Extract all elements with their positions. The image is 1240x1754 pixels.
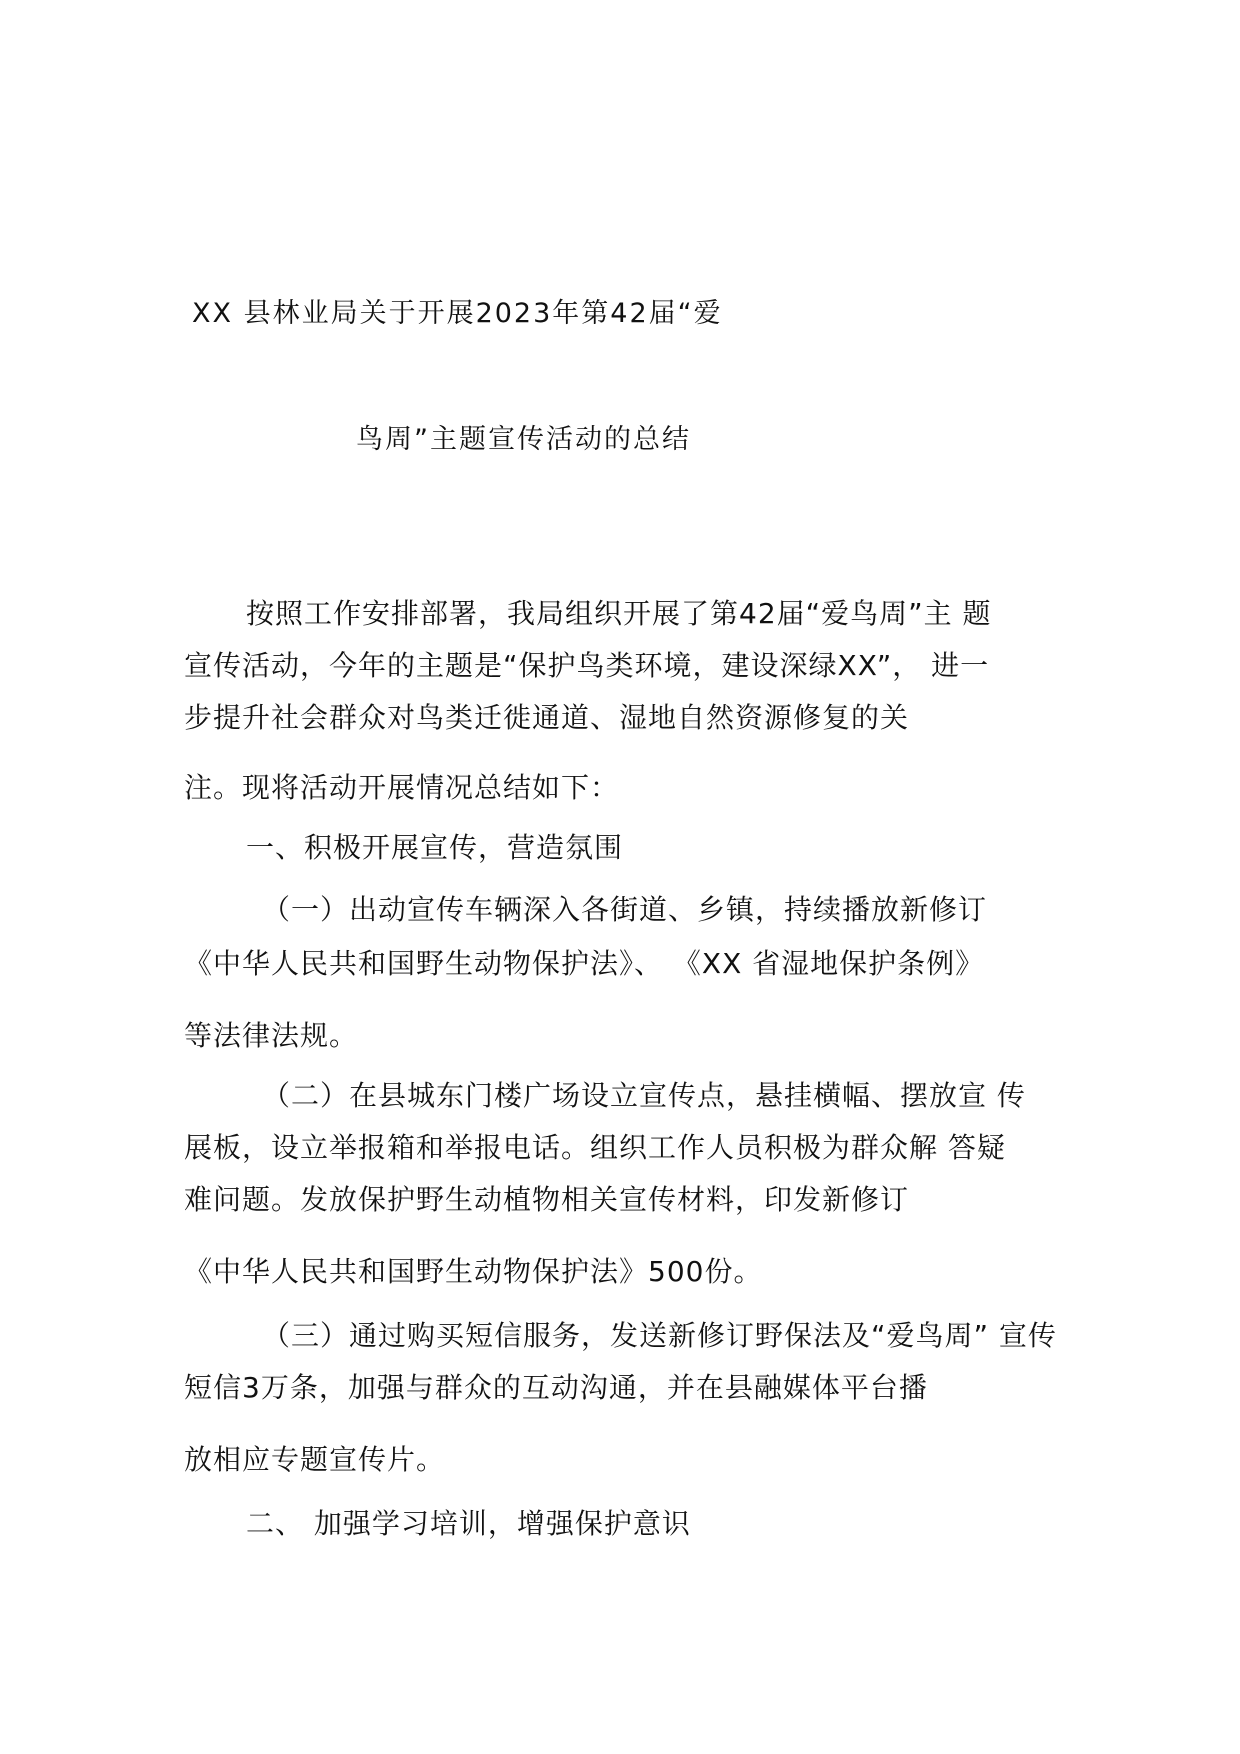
section-heading-2: 二、 加强学习培训，增强保护意识: [246, 1507, 691, 1540]
paragraph-1-line-4: 注。现将活动开展情况总结如下：: [184, 771, 620, 804]
subsection-1-line-3: 等法律法规。: [184, 1019, 359, 1052]
paragraph-1-line-2: 宣传活动，今年的主题是“保护鸟类环境，建设深绿XX”， 进一: [184, 649, 990, 682]
subsection-2-line-2: 展板，设立举报箱和举报电话。组织工作人员积极为群众解 答疑: [184, 1131, 1006, 1164]
subsection-3-line-3: 放相应专题宣传片。: [184, 1443, 446, 1476]
paragraph-1-line-3: 步提升社会群众对鸟类迁徙通道、湿地自然资源修复的关: [184, 701, 910, 734]
subsection-1-line-1: （一）出动宣传车辆深入各街道、乡镇，持续播放新修订: [262, 893, 988, 926]
subsection-3-line-1: （三）通过购买短信服务，发送新修订野保法及“爱鸟周” 宣传: [262, 1319, 1057, 1352]
subsection-3-line-2: 短信3万条，加强与群众的互动沟通，并在县融媒体平台播: [184, 1371, 928, 1404]
section-heading-1: 一、积极开展宣传，营造氛围: [246, 831, 624, 864]
document-title-line-2: 鸟周”主题宣传活动的总结: [356, 424, 691, 455]
paragraph-1-line-1: 按照工作安排部署，我局组织开展了第42届“爱鸟周”主 题: [246, 597, 992, 630]
subsection-2-line-3: 难问题。发放保护野生动植物相关宣传材料，印发新修订: [184, 1183, 910, 1216]
subsection-2-line-4: 《中华人民共和国野生动物保护法》500份。: [184, 1255, 763, 1288]
subsection-1-line-2: 《中华人民共和国野生动物保护法》、 《XX 省湿地保护条例》: [184, 947, 985, 980]
subsection-2-line-1: （二）在县城东门楼广场设立宣传点，悬挂横幅、摆放宣 传: [262, 1079, 1026, 1112]
document-title-line-1: XX 县林业局关于开展2023年第42届“爱: [192, 298, 723, 329]
